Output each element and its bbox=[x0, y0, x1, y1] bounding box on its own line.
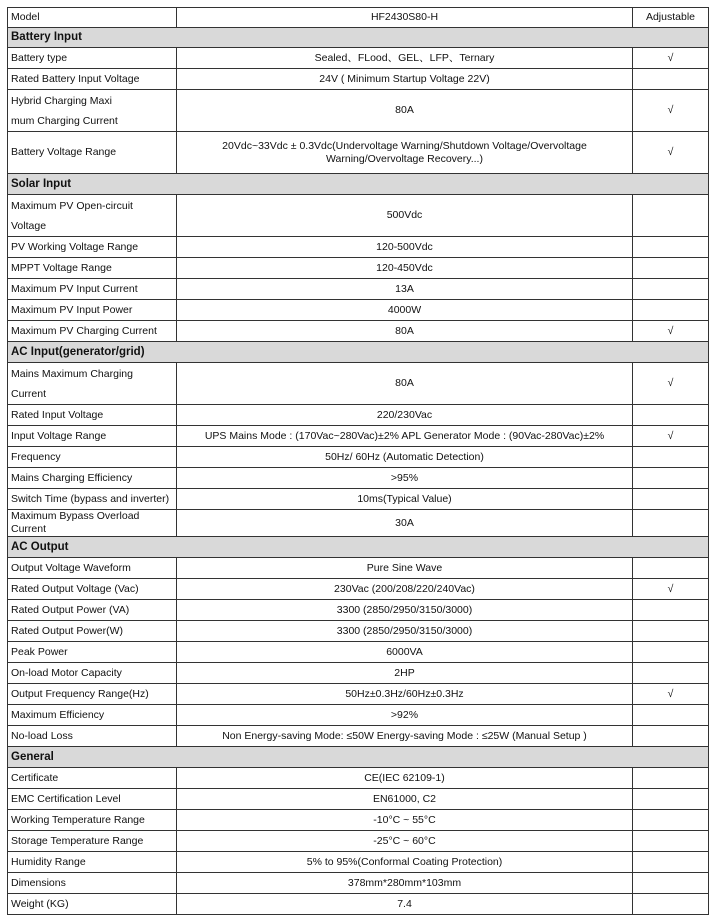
adjustable-check bbox=[633, 642, 709, 663]
spec-row bbox=[8, 426, 709, 447]
spec-row bbox=[8, 321, 709, 342]
adjustable-check bbox=[633, 300, 709, 321]
spec-label: Maximum PV Charging Current bbox=[8, 321, 177, 342]
adjustable-check bbox=[633, 831, 709, 852]
spec-value: 120-450Vdc bbox=[177, 258, 633, 279]
adjustable-check bbox=[633, 558, 709, 579]
adjustable-check bbox=[633, 405, 709, 426]
spec-row bbox=[8, 642, 709, 663]
spec-label: On-load Motor Capacity bbox=[8, 663, 177, 684]
spec-row bbox=[8, 768, 709, 789]
section-header bbox=[8, 28, 709, 48]
spec-label: Rated Input Voltage bbox=[8, 405, 177, 426]
spec-value: 7.4 bbox=[177, 894, 633, 915]
spec-label: Switch Time (bypass and inverter) bbox=[8, 489, 177, 510]
spec-label: Maximum PV Input Power bbox=[8, 300, 177, 321]
spec-value: Non Energy-saving Mode: ≤50W Energy-saving Mode : ≤25W (Manual Setup ) bbox=[177, 726, 633, 747]
section-title: Battery Input bbox=[8, 28, 709, 48]
section-header bbox=[8, 747, 709, 768]
spec-value: 80A bbox=[177, 90, 633, 132]
spec-row bbox=[8, 405, 709, 426]
spec-label: Dimensions bbox=[8, 873, 177, 894]
model-label: Model bbox=[8, 8, 177, 28]
spec-row bbox=[8, 684, 709, 705]
adjustable-check bbox=[633, 894, 709, 915]
spec-value: 6000VA bbox=[177, 642, 633, 663]
adjustable-check: √ bbox=[633, 363, 709, 405]
adjustable-header: Adjustable bbox=[633, 8, 709, 28]
spec-label: Storage Temperature Range bbox=[8, 831, 177, 852]
spec-value: 24V ( Minimum Startup Voltage 22V) bbox=[177, 69, 633, 90]
spec-value: -10°C ~ 55°C bbox=[177, 810, 633, 831]
adjustable-check bbox=[633, 768, 709, 789]
spec-row bbox=[8, 363, 709, 405]
spec-table bbox=[7, 7, 709, 915]
section-title: General bbox=[8, 747, 709, 768]
spec-row bbox=[8, 726, 709, 747]
spec-value: CE(IEC 62109-1) bbox=[177, 768, 633, 789]
section-header bbox=[8, 537, 709, 558]
adjustable-check bbox=[633, 69, 709, 90]
spec-label: Mains Maximum Charging Current bbox=[8, 363, 177, 405]
spec-label: Rated Output Power(W) bbox=[8, 621, 177, 642]
spec-row bbox=[8, 663, 709, 684]
adjustable-check bbox=[633, 621, 709, 642]
spec-row bbox=[8, 789, 709, 810]
spec-row bbox=[8, 69, 709, 90]
spec-label: Frequency bbox=[8, 447, 177, 468]
spec-value: 13A bbox=[177, 279, 633, 300]
adjustable-check bbox=[633, 237, 709, 258]
spec-value: 500Vdc bbox=[177, 195, 633, 237]
spec-label: Weight (KG) bbox=[8, 894, 177, 915]
spec-value: >95% bbox=[177, 468, 633, 489]
adjustable-check: √ bbox=[633, 684, 709, 705]
adjustable-check bbox=[633, 468, 709, 489]
spec-value: >92% bbox=[177, 705, 633, 726]
spec-row bbox=[8, 705, 709, 726]
spec-value: 230Vac (200/208/220/240Vac) bbox=[177, 579, 633, 600]
spec-value: 50Hz±0.3Hz/60Hz±0.3Hz bbox=[177, 684, 633, 705]
header-row bbox=[8, 8, 709, 28]
spec-value: UPS Mains Mode : (170Vac~280Vac)±2% APL Generator Mode : (90Vac-280Vac)±2% bbox=[177, 426, 633, 447]
spec-value: 3300 (2850/2950/3150/3000) bbox=[177, 621, 633, 642]
spec-label: Peak Power bbox=[8, 642, 177, 663]
spec-label: Working Temperature Range bbox=[8, 810, 177, 831]
spec-table-body bbox=[8, 8, 709, 915]
spec-row bbox=[8, 132, 709, 174]
spec-row bbox=[8, 279, 709, 300]
adjustable-check: √ bbox=[633, 579, 709, 600]
adjustable-check bbox=[633, 489, 709, 510]
section-header bbox=[8, 342, 709, 363]
spec-label: Rated Output Voltage (Vac) bbox=[8, 579, 177, 600]
spec-row bbox=[8, 195, 709, 237]
spec-label: Output Voltage Waveform bbox=[8, 558, 177, 579]
adjustable-check bbox=[633, 510, 709, 537]
adjustable-check bbox=[633, 852, 709, 873]
spec-row bbox=[8, 258, 709, 279]
adjustable-check bbox=[633, 663, 709, 684]
spec-row bbox=[8, 873, 709, 894]
spec-label: Maximum Efficiency bbox=[8, 705, 177, 726]
spec-value: 80A bbox=[177, 363, 633, 405]
spec-row bbox=[8, 90, 709, 132]
model-value: HF2430S80-H bbox=[177, 8, 633, 28]
spec-label: Rated Output Power (VA) bbox=[8, 600, 177, 621]
spec-label: EMC Certification Level bbox=[8, 789, 177, 810]
spec-row bbox=[8, 468, 709, 489]
spec-row bbox=[8, 558, 709, 579]
spec-value: 30A bbox=[177, 510, 633, 537]
adjustable-check: √ bbox=[633, 426, 709, 447]
spec-value: 378mm*280mm*103mm bbox=[177, 873, 633, 894]
spec-value: 5% to 95%(Conformal Coating Protection) bbox=[177, 852, 633, 873]
spec-label: No-load Loss bbox=[8, 726, 177, 747]
spec-value: -25°C ~ 60°C bbox=[177, 831, 633, 852]
spec-value: 20Vdc~33Vdc ± 0.3Vdc(Undervoltage Warning/Shutdown Voltage/Overvoltage Warning/Overvoltage Recovery...) bbox=[177, 132, 633, 174]
adjustable-check: √ bbox=[633, 132, 709, 174]
adjustable-check: √ bbox=[633, 321, 709, 342]
spec-row bbox=[8, 894, 709, 915]
spec-row bbox=[8, 237, 709, 258]
spec-row bbox=[8, 852, 709, 873]
section-header bbox=[8, 174, 709, 195]
spec-row bbox=[8, 621, 709, 642]
spec-value: 2HP bbox=[177, 663, 633, 684]
adjustable-check: √ bbox=[633, 48, 709, 69]
spec-label: Mains Charging Efficiency bbox=[8, 468, 177, 489]
spec-row bbox=[8, 447, 709, 468]
adjustable-check bbox=[633, 258, 709, 279]
spec-row bbox=[8, 579, 709, 600]
adjustable-check bbox=[633, 279, 709, 300]
spec-label: Battery Voltage Range bbox=[8, 132, 177, 174]
spec-value: 3300 (2850/2950/3150/3000) bbox=[177, 600, 633, 621]
adjustable-check bbox=[633, 447, 709, 468]
spec-value: 50Hz/ 60Hz (Automatic Detection) bbox=[177, 447, 633, 468]
spec-label: Output Frequency Range(Hz) bbox=[8, 684, 177, 705]
spec-row bbox=[8, 510, 709, 537]
spec-label: PV Working Voltage Range bbox=[8, 237, 177, 258]
spec-value: EN61000, C2 bbox=[177, 789, 633, 810]
spec-label: Hybrid Charging Maxi mum Charging Current bbox=[8, 90, 177, 132]
spec-value: Sealed、FLood、GEL、LFP、Ternary bbox=[177, 48, 633, 69]
adjustable-check bbox=[633, 873, 709, 894]
spec-value: 80A bbox=[177, 321, 633, 342]
adjustable-check bbox=[633, 705, 709, 726]
spec-value: Pure Sine Wave bbox=[177, 558, 633, 579]
spec-row bbox=[8, 48, 709, 69]
spec-label: Maximum PV Open-circuit Voltage bbox=[8, 195, 177, 237]
spec-row bbox=[8, 300, 709, 321]
spec-label: Battery type bbox=[8, 48, 177, 69]
adjustable-check: √ bbox=[633, 90, 709, 132]
spec-value: 220/230Vac bbox=[177, 405, 633, 426]
spec-value: 4000W bbox=[177, 300, 633, 321]
adjustable-check bbox=[633, 195, 709, 237]
spec-row bbox=[8, 600, 709, 621]
spec-label: Humidity Range bbox=[8, 852, 177, 873]
adjustable-check bbox=[633, 726, 709, 747]
spec-label: Maximum PV Input Current bbox=[8, 279, 177, 300]
spec-row bbox=[8, 831, 709, 852]
spec-value: 120-500Vdc bbox=[177, 237, 633, 258]
spec-label: Rated Battery Input Voltage bbox=[8, 69, 177, 90]
spec-row bbox=[8, 489, 709, 510]
spec-row bbox=[8, 810, 709, 831]
spec-value: 10ms(Typical Value) bbox=[177, 489, 633, 510]
spec-label: Certificate bbox=[8, 768, 177, 789]
section-title: Solar Input bbox=[8, 174, 709, 195]
adjustable-check bbox=[633, 789, 709, 810]
spec-label: Maximum Bypass Overload Current bbox=[8, 510, 177, 537]
adjustable-check bbox=[633, 810, 709, 831]
spec-label: Input Voltage Range bbox=[8, 426, 177, 447]
section-title: AC Output bbox=[8, 537, 709, 558]
spec-label: MPPT Voltage Range bbox=[8, 258, 177, 279]
section-title: AC Input(generator/grid) bbox=[8, 342, 709, 363]
adjustable-check bbox=[633, 600, 709, 621]
